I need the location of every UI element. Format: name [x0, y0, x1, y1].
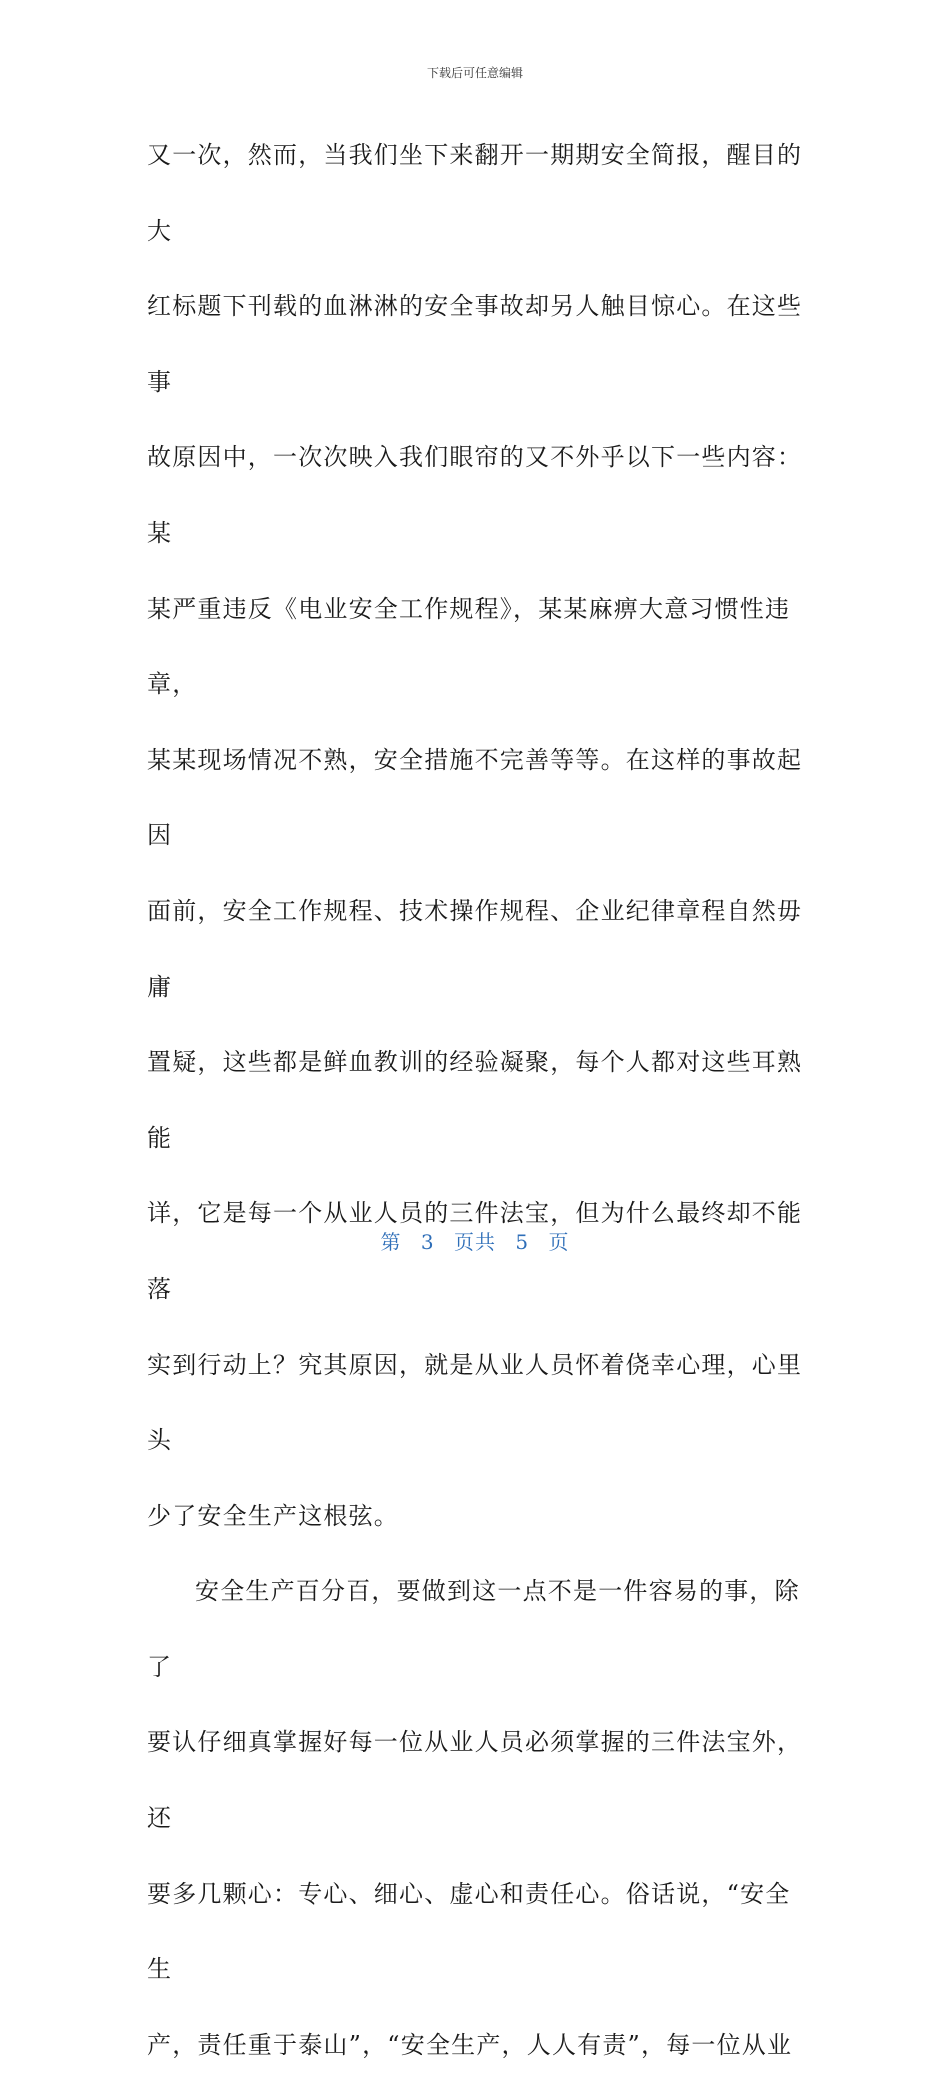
text-line: 少了安全生产这根弦。	[147, 1501, 399, 1530]
text-line: 又一次，然而，当我们坐下来翻开一期期安全简报，醒目的大	[147, 141, 803, 245]
text-line: 红标题下刊载的血淋淋的安全事故却另人触目惊心。在这些事	[147, 292, 803, 396]
page-middle: 页共	[454, 1230, 496, 1254]
text-line: 置疑，这些都是鲜血教训的经验凝聚，每个人都对这些耳熟能	[147, 1048, 803, 1152]
page-suffix: 页	[548, 1230, 570, 1254]
text-line: 产，责任重于泰山”，“安全生产，人人有责”，每一位从业	[147, 2030, 793, 2059]
page-prefix: 第	[380, 1230, 402, 1254]
text-line: 某严重违反《电业安全工作规程》，某某麻痹大意习惯性违章，	[147, 594, 791, 699]
text-line: 故原因中，一次次映入我们眼帘的又不外乎以下一些内容：某	[147, 443, 803, 547]
text-line: 实到行动上？究其原因，就是从业人员怀着侥幸心理，心里头	[147, 1350, 803, 1455]
text-line: 面前，安全工作规程、技术操作规程、企业纪律章程自然毋庸	[147, 896, 803, 1001]
text-line: 要多几颗心：专心、细心、虚心和责任心。俗话说，“安全生	[147, 1879, 791, 1984]
text-line: 详，它是每一个从业人员的三件法宝，但为什么最终却不能落	[147, 1199, 803, 1303]
document-body	[147, 118, 807, 2083]
page-header-note: 下载后可任意编辑	[426, 66, 523, 80]
text-line: 某某现场情况不熟，安全措施不完善等等。在这样的事故起因	[147, 745, 803, 850]
page-number-footer	[0, 1226, 950, 1255]
paragraph-1	[147, 118, 807, 1554]
text-line: 要认仔细真掌握好每一位从业人员必须掌握的三件法宝外，还	[147, 1728, 803, 1833]
text-line: 安全生产百分百，要做到这一点不是一件容易的事，除了	[147, 1577, 800, 1681]
total-pages-number: 5	[515, 1230, 530, 1254]
current-page-number: 3	[420, 1230, 435, 1254]
paragraph-2	[147, 1554, 807, 2083]
